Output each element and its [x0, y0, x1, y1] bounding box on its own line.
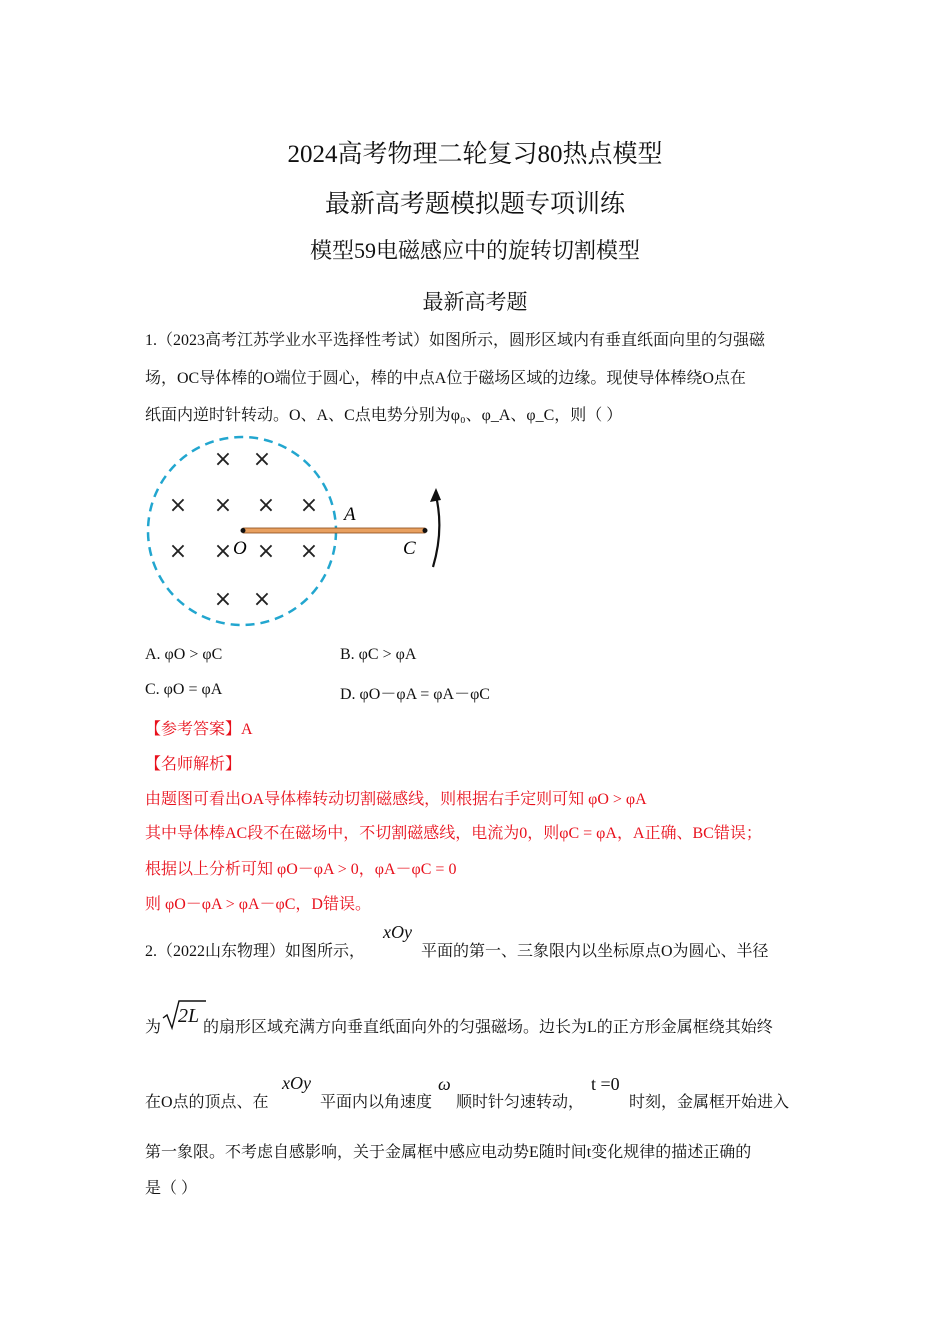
field-cross: × [213, 587, 233, 612]
q2-stem-line4: 第一象限。不考虑自感影响，关于金属框中感应电动势E随时间t变化规律的描述正确的 [145, 1144, 752, 1161]
label-o: O [233, 538, 247, 559]
field-cross: × [213, 493, 233, 518]
field-cross: × [256, 539, 276, 564]
analysis-line4: 则 φO－φA > φA－φC，D错误。 [145, 896, 371, 913]
q2-stem-line1a: 2.（2022山东物理）如图所示， [145, 943, 366, 960]
q2-stem-line3c: 顺时针匀速转动， [456, 1094, 585, 1111]
t-zero-label: t =0 [591, 1074, 620, 1094]
point-c [423, 528, 428, 533]
q1-stem-line2: 场，OC导体棒的O端位于圆心，棒的中点A位于磁场区域的边缘。现使导体棒绕O点在 [145, 370, 746, 387]
rotation-arrowhead [430, 488, 441, 502]
doc-subtitle: 最新高考题模拟题专项训练 [324, 191, 625, 218]
conductor-rod [243, 528, 425, 533]
label-c: C [403, 538, 416, 559]
q2-stem-line2b: 的扇形区域充满方向垂直纸面向外的匀强磁场。边长为L的正方形金属框绕其始终 [203, 1019, 773, 1036]
option-d: D. φO－φA = φA－φC [340, 686, 490, 703]
field-cross: × [256, 493, 276, 518]
field-cross: × [213, 539, 233, 564]
q2-stem-line5: 是（ ） [145, 1180, 198, 1197]
field-cross: × [213, 447, 233, 472]
q2-stem-line3b: 平面内以角速度 [320, 1094, 433, 1111]
model-title: 模型59电磁感应中的旋转切割模型 [309, 238, 640, 263]
field-cross: × [252, 587, 272, 612]
q1-stem-line3: 纸面内逆时针转动。O、A、C点电势分别为φ₀、φ_A、φ_C，则（ ） [145, 407, 623, 424]
field-cross: × [168, 539, 188, 564]
option-c: C. φO = φA [145, 681, 223, 698]
section-heading: 最新高考题 [422, 290, 528, 314]
q1-stem-line1: 1.（2023高考江苏学业水平选择性考试）如图所示，圆形区域内有垂直纸面向里的匀强磁 [145, 332, 766, 349]
doc-title: 2024高考物理二轮复习80热点模型 [287, 141, 663, 168]
field-cross: × [168, 493, 188, 518]
analysis-line1: 由题图可看出OA导体棒转动切割磁感线，则根据右手定则可知 φO > φA [145, 791, 647, 808]
xoy-label: xOy [383, 922, 412, 942]
label-a: A [344, 504, 356, 525]
option-b: B. φC > φA [340, 646, 417, 663]
xoy-label-2: xOy [282, 1073, 311, 1093]
q2-stem-line1b: 平面的第一、三象限内以坐标原点O为圆心、半径 [421, 943, 769, 960]
omega-label: ω [438, 1074, 451, 1094]
q1-figure [140, 430, 460, 640]
field-cross: × [252, 447, 272, 472]
point-o [241, 528, 246, 533]
option-a: A. φO > φC [145, 646, 223, 663]
field-cross: × [299, 539, 319, 564]
q2-stem-line3d: 时刻，金属框开始进入 [629, 1094, 790, 1111]
q2-stem-line2a: 为 [145, 1019, 162, 1036]
sqrt2l-label: 2L [178, 1005, 200, 1027]
reference-answer: 【参考答案】A [145, 721, 253, 738]
rotation-arrow [433, 496, 439, 567]
field-cross: × [299, 493, 319, 518]
analysis-line2: 其中导体棒AC段不在磁场中，不切割磁感线，电流为0，则φC = φA，A正确、BC错误； [145, 825, 762, 842]
q2-stem-line3a: 在O点的顶点、在 [145, 1094, 269, 1111]
analysis-heading: 【名师解析】 [145, 756, 242, 773]
analysis-line3: 根据以上分析可知 φO－φA > 0，φA－φC = 0 [145, 861, 457, 878]
